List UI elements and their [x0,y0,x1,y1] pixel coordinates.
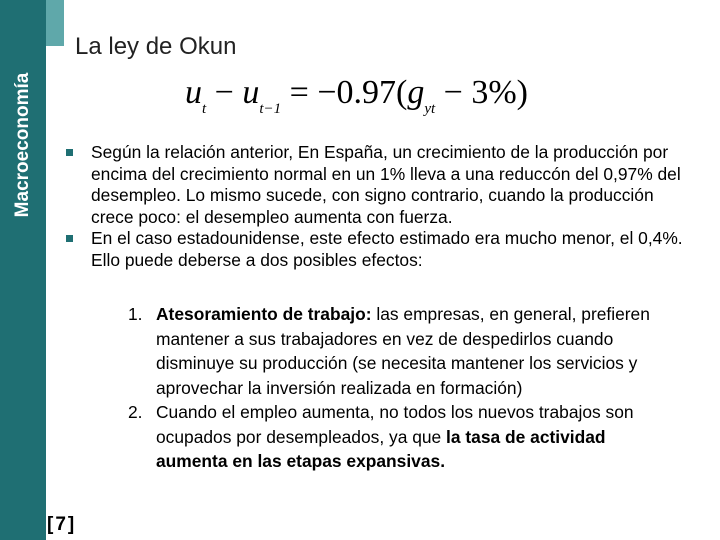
bullet-text: En el caso estadounidense, este efecto estimado era mucho menor, el 0,4%. Ello puede deberse a dos posibles efectos: [91,228,683,270]
sidebar-label: Macroeconomía [12,72,33,218]
okun-formula: $u_t - u_{t-1} = -0.97(g_{yt} - 3\%)$ [185,74,528,117]
effects-list [128,302,658,474]
bullet-list [66,142,691,271]
square-bullet-icon [66,149,73,156]
bullet-item [66,228,691,271]
effect-text: Cuando el empleo aumenta, no todos los nuevos trabajos son ocupados por desempleados, ya que [156,402,634,447]
effect-item [128,400,658,474]
effect-heading: Atesoramiento de trabajo: [156,304,372,324]
page-number: [7] [47,514,77,535]
effect-emphasis: la tasa de actividad aumenta en las etapas expansivas. [156,426,606,471]
square-bullet-icon [66,235,73,242]
slide-title: La ley de Okun [75,33,237,60]
item-number: 2. [128,402,143,422]
bullet-item [66,142,691,228]
item-number: 1. [128,304,143,324]
effect-text: las empresas, en general, prefieren mantener a sus trabajadores en vez de despedirlos cuando disminuye su producción (se necesita mantener los servicios y aprovechar la inversión realizada en formación) [156,304,650,398]
effect-item [128,302,658,400]
sidebar-accent [46,0,64,46]
bullet-text: Según la relación anterior, En España, un crecimiento de la producción por encima del crecimiento normal en un 1% lleva a una reduccón del 0,97% del desempleo. Lo mismo sucede, con signo contrario, cuando la producción crece poco: el desempleo aumenta con fuerza. [91,142,681,227]
